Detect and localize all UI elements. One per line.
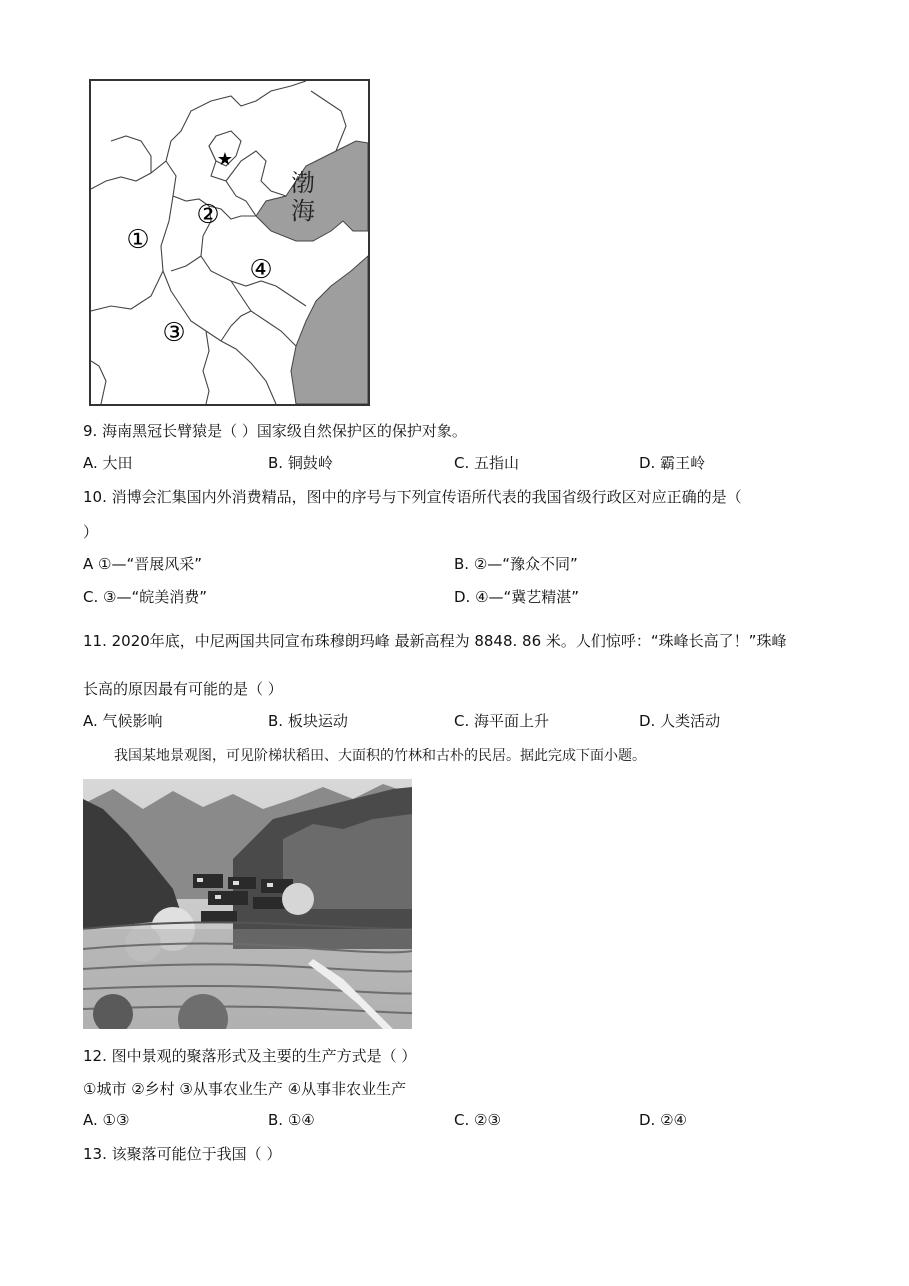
q11-option-d[interactable]: D. 人类活动 — [639, 712, 721, 730]
q10-option-b[interactable]: B. ②—“豫众不同” — [454, 555, 578, 573]
q9-option-c[interactable]: C. 五指山 — [454, 454, 520, 472]
q12-option-b[interactable]: B. ①④ — [268, 1111, 315, 1129]
q12-option-a[interactable]: A. ①③ — [83, 1111, 130, 1129]
q9-option-d[interactable]: D. 霸王岭 — [639, 454, 706, 472]
q11-option-c[interactable]: C. 海平面上升 — [454, 712, 550, 730]
q9-option-b[interactable]: B. 铜鼓岭 — [268, 454, 333, 472]
yellow-sea — [291, 256, 368, 404]
q11-option-a[interactable]: A. 气候影响 — [83, 712, 163, 730]
question-11-stem: 11. 2020年底，中尼两国共同宣布珠穆朗玛峰 最新高程为 8848. 86 米。人们惊呼：“珠峰长高了！”珠峰 — [83, 632, 787, 650]
q11-option-b[interactable]: B. 板块运动 — [268, 712, 348, 730]
province-map — [89, 79, 370, 406]
question-10-stem: 10. 消博会汇集国内外消费精品，图中的序号与下列宣传语所代表的我国省级行政区对应正确的是（ — [83, 488, 742, 506]
star-icon: ★ — [216, 149, 234, 170]
question-13-stem: 13. 该聚落可能位于我国（ ） — [83, 1145, 282, 1163]
q9-option-a[interactable]: A. 大田 — [83, 454, 133, 472]
map-svg — [91, 81, 368, 404]
scene-intro-text: 我国某地景观图，可见阶梯状稻田、大面积的竹林和古朴的民居。据此完成下面小题。 — [114, 748, 646, 764]
region-1-label: ① — [126, 225, 150, 255]
q12-option-c[interactable]: C. ②③ — [454, 1111, 501, 1129]
region-4-label: ④ — [249, 255, 273, 285]
question-12-choices: ①城市 ②乡村 ③从事农业生产 ④从事非农业生产 — [83, 1080, 407, 1098]
question-9-stem: 9. 海南黑冠长臂猿是（ ）国家级自然保护区的保护对象。 — [83, 422, 467, 440]
sea-label-bo: 渤 — [291, 169, 315, 197]
region-2-label: ② — [196, 200, 220, 230]
q10-option-a[interactable]: A ①—“晋展风采” — [83, 555, 203, 573]
region-3-label: ③ — [162, 318, 186, 348]
question-12-stem: 12. 图中景观的聚落形式及主要的生产方式是（ ） — [83, 1047, 417, 1065]
q10-option-d[interactable]: D. ④—“冀艺精湛” — [454, 588, 580, 606]
question-10-stem-cont: ） — [83, 523, 99, 541]
q10-option-c[interactable]: C. ③—“皖美消费” — [83, 588, 207, 606]
village-landscape-photo — [83, 779, 412, 1029]
question-11-stem-cont: 长高的原因最有可能的是（ ） — [83, 680, 283, 698]
sea-label-hai: 海 — [291, 197, 315, 225]
q12-option-d[interactable]: D. ②④ — [639, 1111, 687, 1129]
